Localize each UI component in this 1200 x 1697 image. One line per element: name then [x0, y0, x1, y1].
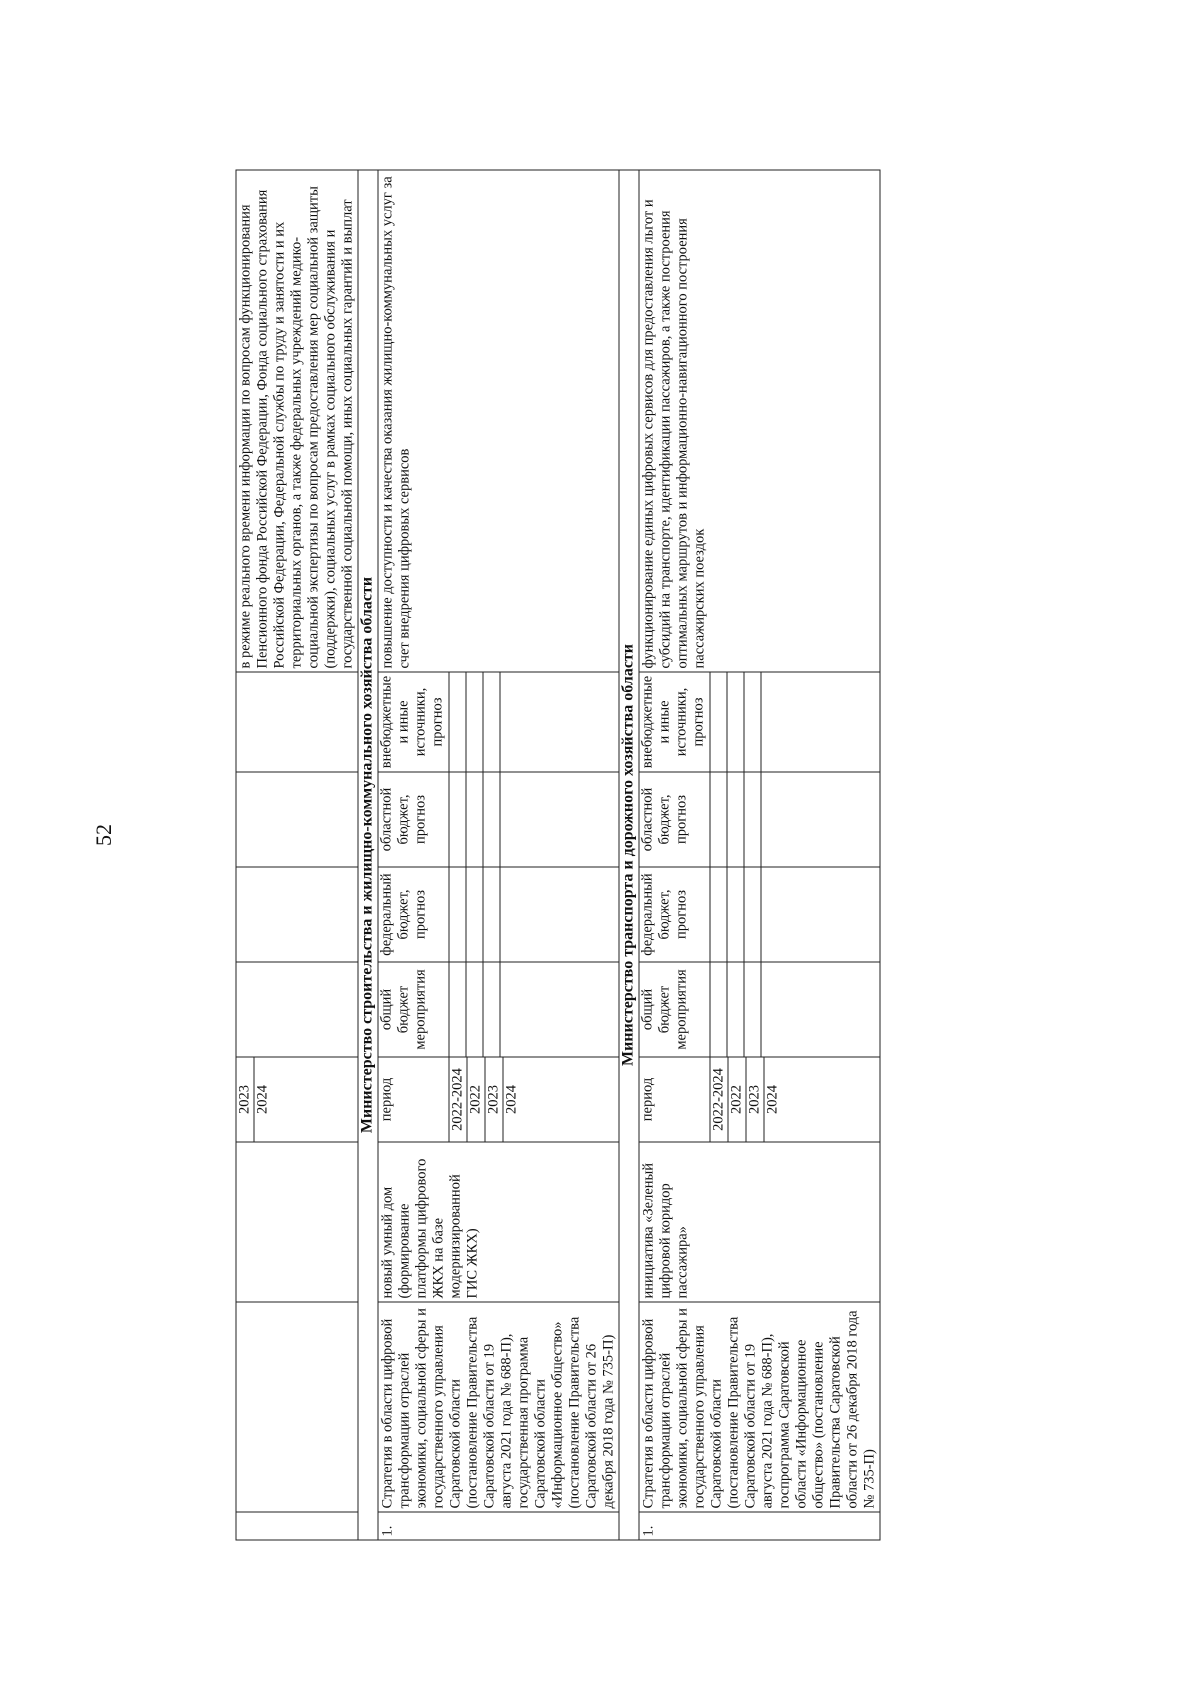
row-number: 1.: [378, 1512, 619, 1540]
rotated-table-page: [236, 170, 878, 1540]
period-cell: 2022-2024: [449, 1057, 467, 1141]
section-heading: Министерство транспорта и дорожного хозяйства области: [619, 170, 639, 1540]
cell-extra: [378, 672, 619, 772]
total-header: общий бюджет мероприятия: [379, 962, 450, 1056]
period-cell: 2022: [467, 1057, 485, 1141]
cell-periods: [378, 1057, 619, 1142]
result-text: повышение доступности и качества оказания жилищно-коммунальных услуг за счет внедрения цифровых сервисов: [378, 170, 619, 672]
table-row: [378, 170, 619, 1540]
row-number: 1.: [639, 1512, 880, 1540]
activities-table: [236, 169, 881, 1540]
section-heading: Министерство строительства и жилищно-коммунального хозяйства области: [358, 170, 378, 1540]
cell-extra: [236, 672, 358, 772]
continuation-row: [236, 170, 358, 1540]
extra-header: внебюджетные и иные источники, прогноз: [379, 672, 450, 771]
cell-num: [236, 1512, 358, 1540]
basis-text: Стратегия в области цифровой трансформации отраслей экономики, социальной сферы и государственного управления Саратовской области (постановление Правительства Саратовской области от 19 августа 2021 года № 688-П), госпрограмма Саратовской области «Информационное общество» (постановление Правительства Саратовской области от 26 декабря 2018 года № 735-П): [639, 1302, 880, 1512]
total-header: общий бюджет мероприятия: [640, 962, 711, 1056]
period-cell: 2022: [728, 1057, 746, 1141]
period-header: период: [640, 1057, 711, 1141]
cell-regional: [378, 772, 619, 867]
project-text: новый умный дом (формирование платформы цифрового ЖКХ на базе модернизированной ГИС ЖКХ): [378, 1142, 619, 1302]
cell-regional: [236, 772, 358, 867]
cell-federal: [378, 867, 619, 962]
period-cell: 2023: [237, 1057, 255, 1141]
table-row: [639, 170, 880, 1540]
period-cell: 2023: [746, 1057, 764, 1141]
cell-total: [639, 962, 880, 1057]
cell-periods: [236, 1057, 358, 1142]
period-cell: 2023: [485, 1057, 503, 1141]
cell-project: [236, 1142, 358, 1302]
cell-total: [378, 962, 619, 1057]
cell-federal: [236, 867, 358, 962]
project-text: инициатива «Зеленый цифровой коридор пассажира»: [639, 1142, 880, 1302]
extra-header: внебюджетные и иные источники, прогноз: [640, 672, 711, 771]
cell-periods: [639, 1057, 880, 1142]
federal-header: федеральный бюджет, прогноз: [640, 867, 711, 961]
result-text: в режиме реального времени информации по вопросам функционирования Пенсионного фонда Российской Федерации, Фонда социального страхования Российской Федерации, Федеральной службы по труду и занятости и их территориальных органов, а также федеральных учреждений медико-социальной экспертизы по вопросам предоставления мер социальной защиты (поддержки), социальных услуг в рамках социального обслуживания и государственной социальной помощи, иных социальных гарантий и выплат: [236, 170, 358, 672]
regional-header: областной бюджет, прогноз: [379, 772, 450, 866]
cell-federal: [639, 867, 880, 962]
cell-extra: [639, 672, 880, 772]
period-cell: 2024: [254, 1084, 271, 1114]
period-header: период: [379, 1057, 450, 1141]
page-number: 52: [91, 824, 116, 846]
basis-text: Стратегия в области цифровой трансформации отраслей экономики, социальной сферы и государственного управления Саратовской области (постановление Правительства Саратовской области от 19 августа 2021 года № 688-П), государственная программа Саратовской области «Информационное общество» (постановление Правительства Саратовской области от 26 декабря 2018 года № 735-П): [378, 1302, 619, 1512]
federal-header: федеральный бюджет, прогноз: [379, 867, 450, 961]
period-cell: 2024: [503, 1084, 520, 1114]
cell-basis: [236, 1302, 358, 1512]
result-text: функционирование единых цифровых сервисов для предоставления льгот и субсидий на транспорте, идентификации пассажиров, а также построения оптимальных маршрутов и информационно-навигационного построения пассажирских поездок: [639, 170, 880, 672]
period-cell: 2024: [764, 1084, 781, 1114]
cell-total: [236, 962, 358, 1057]
cell-regional: [639, 772, 880, 867]
regional-header: областной бюджет, прогноз: [640, 772, 711, 866]
period-cell: 2022-2024: [710, 1057, 728, 1141]
